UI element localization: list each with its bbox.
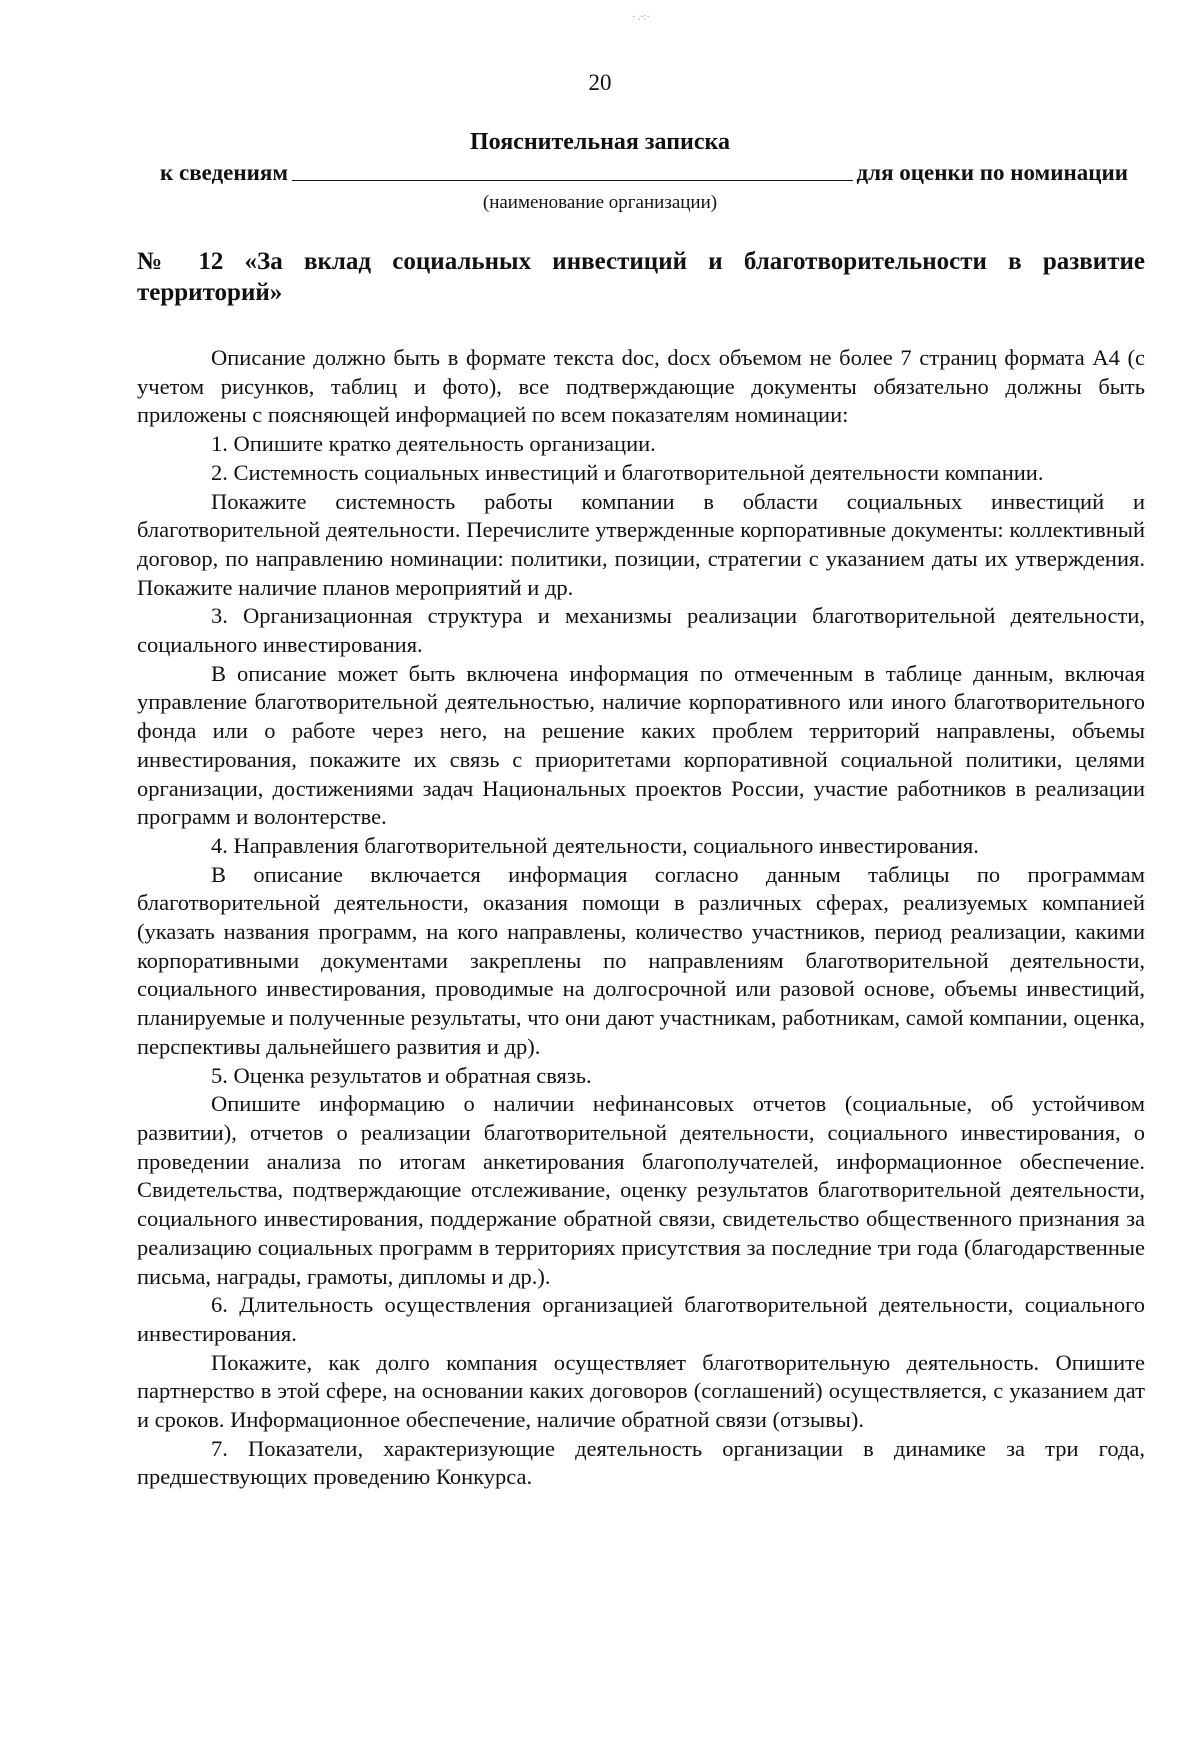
page-number: 20 [588,70,612,95]
nomination-heading: № 12 «За вклад социальных инвестиций и благотворительности в развитие территорий» [137,248,1145,306]
paragraph-intro: Описание должно быть в формате текста doc, docx объемом не более 7 страниц формата А4 (с учетом рисунков, таблиц и фото), все подтверждающие документы обязательно должны быть приложены с поясняющей информацией по всем показателям номинации: [137,345,1145,428]
list-item-7: 7. Показатели, характеризующие деятельность организации в динамике за три года, предшествующих проведению Конкурса. [137,1435,1145,1490]
organization-blank [292,160,853,181]
list-item-1: 1. Опишите кратко деятельность организации. [211,431,656,457]
list-item-4: 4. Направления благотворительной деятельности, социального инвестирования. [211,832,979,858]
paragraph-2-detail: Покажите системность работы компании в области социальных инвестиций и благотворительной деятельности. Перечислите утвержденные корпоративные документы: коллективный договор, по направлению номинации: политики, позиции, стратегии с указанием даты их утверждения. Покажите наличие планов мероприятий и др. [137,488,1145,600]
list-item-5: 5. Оценка результатов и обратная связь. [211,1062,592,1088]
list-item-2: 2. Системность социальных инвестиций и благотворительной деятельности компании. [211,459,1044,485]
paragraph-5-detail: Опишите информацию о наличии нефинансовых отчетов (социальные, об устойчивом развитии), отчетов о реализации благотворительной деятельности, социального инвестирования, о проведении анализа по итогам анкетирования благополучателей, информационное обеспечение. Свидетельства, подтверждающие отслеживание, оценку результатов благотворительной деятельности, социального инвестирования, поддержание обратной связи, свидетельство общественного признания за реализацию социальных программ в территориях присутствия за последние три года (благодарственные письма, награды, грамоты, дипломы и др.). [137,1091,1145,1289]
paragraph-6-detail: Покажите, как долго компания осуществляет благотворительную деятельность. Опишите партнерство в этой сфере, на основании каких договоров (соглашений) осуществляется, с указанием дат и сроков. Информационное обеспечение, наличие обратной связи (отзывы). [137,1349,1145,1433]
paragraph-3-detail: В описание может быть включена информация по отмеченным в таблице данным, включая управление благотворительной деятельностью, наличие корпоративного или иного благотворительного фонда или о работе через него, на решение каких проблем территорий направлены, объемы инвестирования, покажите их связь с приоритетами корпоративной социальной политики, целями организации, достижениями задач Национальных проектов России, участие работников в реализации программ и волонтерстве. [137,660,1145,830]
paragraph-4-detail: В описание включается информация согласно данным таблицы по программам благотворительной деятельности, оказания помощи в различных сферах, реализуемых компанией (указать названия программ, на кого направлены, количество участников, период реализации, какими корпоративными документами закреплены по направлениям благотворительной деятельности, социального инвестирования, проводимые на долгосрочной или разовой основе, объемы инвестиций, планируемые и полученные результаты, что они дают участникам, работникам, самой компании, оценка, перспективы дальнейшего развития и др). [137,861,1145,1059]
recipient-line [160,160,1128,186]
organization-hint: (наименование организации) [482,192,718,213]
document-title: Пояснительная записка [469,129,730,155]
scan-mark: · .·:· [632,12,650,23]
document-body [137,344,1145,1492]
recipient-line-left: к сведениям [160,160,288,185]
recipient-line-right: для оценки по номинации [856,160,1128,185]
list-item-3: 3. Организационная структура и механизмы реализации благотворительной деятельности, социального инвестирования. [137,603,1145,658]
list-item-6: 6. Длительность осуществления организацией благотворительной деятельности, социального инвестирования. [137,1292,1145,1346]
